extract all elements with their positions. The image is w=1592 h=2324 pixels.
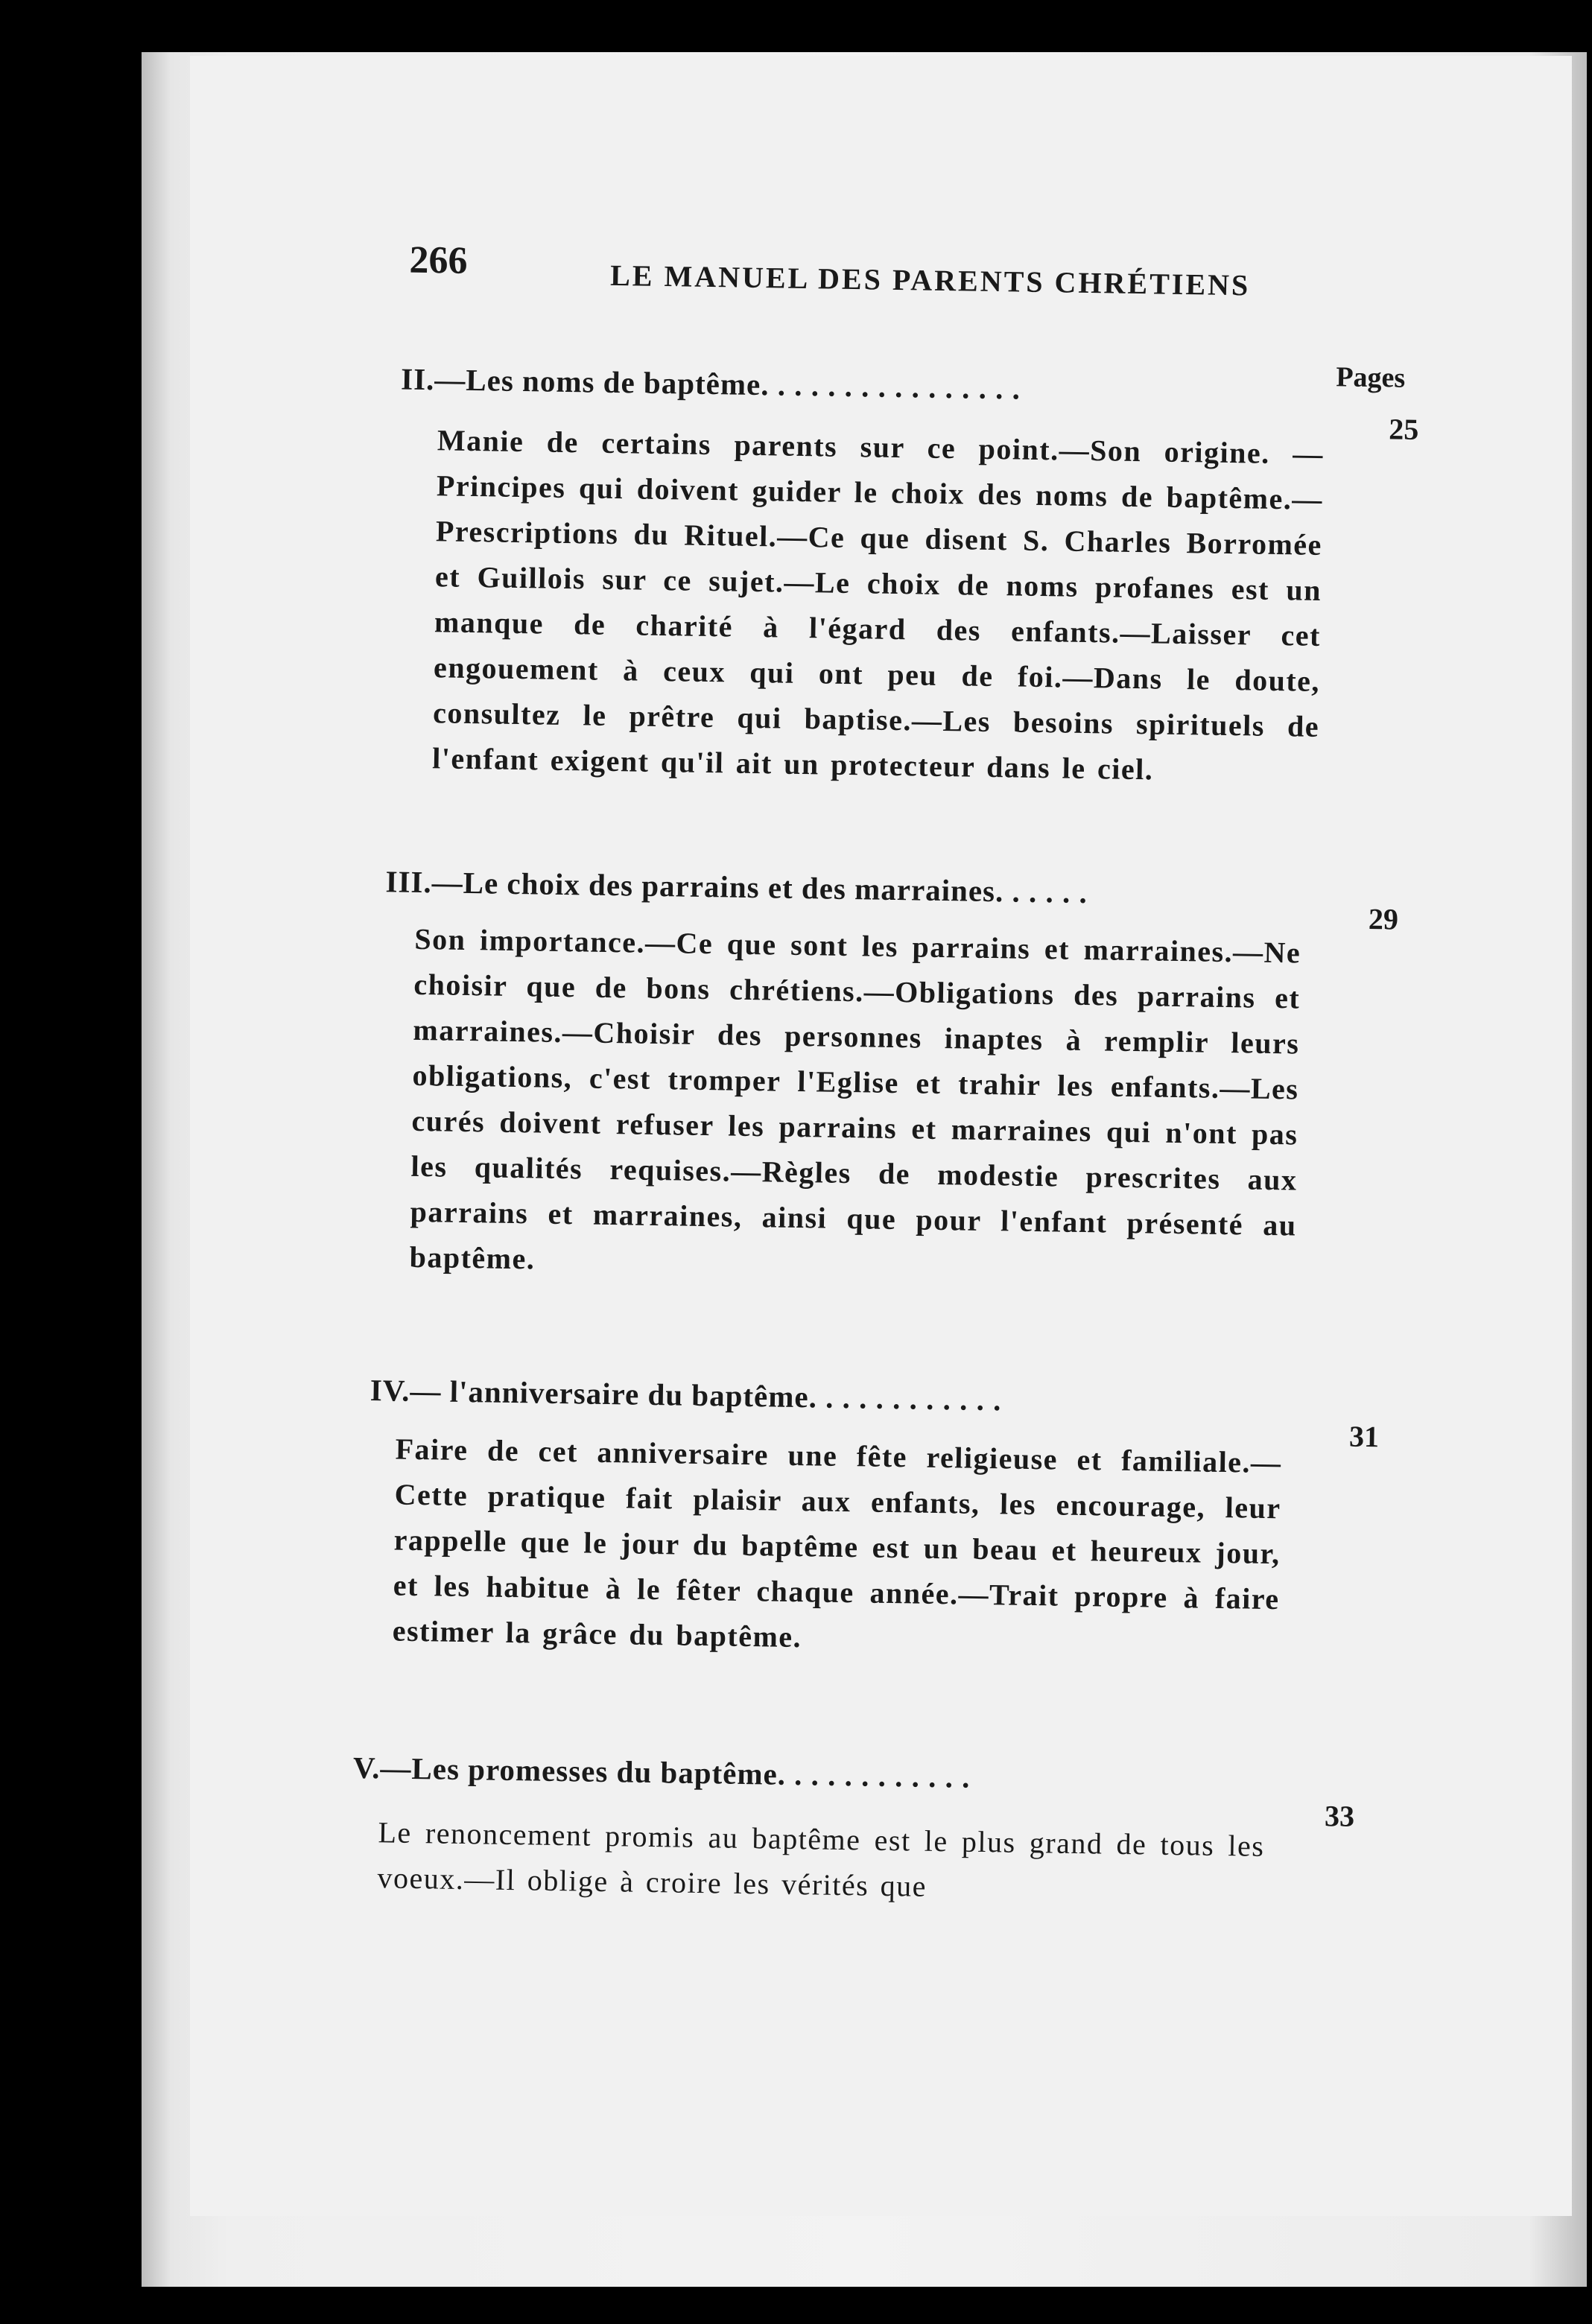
pages-column-label: Pages: [1336, 361, 1406, 394]
toc-entry-title: V.—Les promesses du baptême. . . . . . . . . . . .: [352, 1750, 971, 1794]
toc-entry-title: II.—Les noms de baptême. . . . . . . . . . . . . . . .: [400, 361, 1021, 406]
toc-entry-page: 33: [1324, 1799, 1355, 1833]
toc-entry-page: 31: [1348, 1419, 1380, 1454]
toc-entry-summary: Le renoncement promis au baptême est le plus grand de tous les voeux.—Il oblige à croire les vérités que: [377, 1815, 1265, 1903]
running-head: [188, 235, 1571, 331]
toc-entry-page: 25: [1388, 412, 1419, 446]
toc-entry-summary: Son importance.—Ce que sont les parrains et marraines.—Ne choisir que de bons chrétiens.—Obligations des parrains et marraines.—Choisir des personnes inaptes à remplir leurs obligations, c'est tromper l'Eglise et trahir les enfants.—Les curés doivent refuser les parrains et marraines qui n'ont pas les qualités requises.—Règles de modestie prescrites aux parrains et marraines, ainsi que pour l'enfant présenté au baptême.: [409, 921, 1301, 1276]
book-page: [190, 56, 1572, 2216]
running-title: LE MANUEL DES PARENTS CHRÉTIENS: [609, 258, 1251, 302]
toc-entry-page: 29: [1368, 901, 1399, 936]
toc-entry-summary: Manie de certains parents sur ce point.—Son origine. —Principes qui doivent guider le choix des noms de baptême.—Prescriptions du Rituel.—Ce que disent S. Charles Borromée et Guillois sur ce sujet.—Le choix de noms profanes est un manque de charité à l'égard des enfants.—Laisser cet engouement à ceux qui ont peu de foi.—Dans le doute, consultez le prêtre qui baptise.—Les besoins spirituels de l'enfant exigent qu'il ait un protecteur dans le ciel.: [431, 423, 1325, 787]
toc-entry-title: IV.— l'anniversaire du baptême. . . . . . . . . . . .: [370, 1373, 1002, 1417]
toc-entry-title: III.—Le choix des parrains et des marraines. . . . . .: [385, 864, 1088, 910]
page-number: 266: [409, 238, 468, 282]
toc-entry-summary: Faire de cet anniversaire une fête religieuse et familiale.—Cette pratique fait plaisir aux enfants, les encourage, leur rappelle que le jour du baptême est un beau et heureux jour, et les habitue à le fêter chaque année.—Trait propre à faire estimer la grâce du baptême.: [392, 1432, 1282, 1654]
